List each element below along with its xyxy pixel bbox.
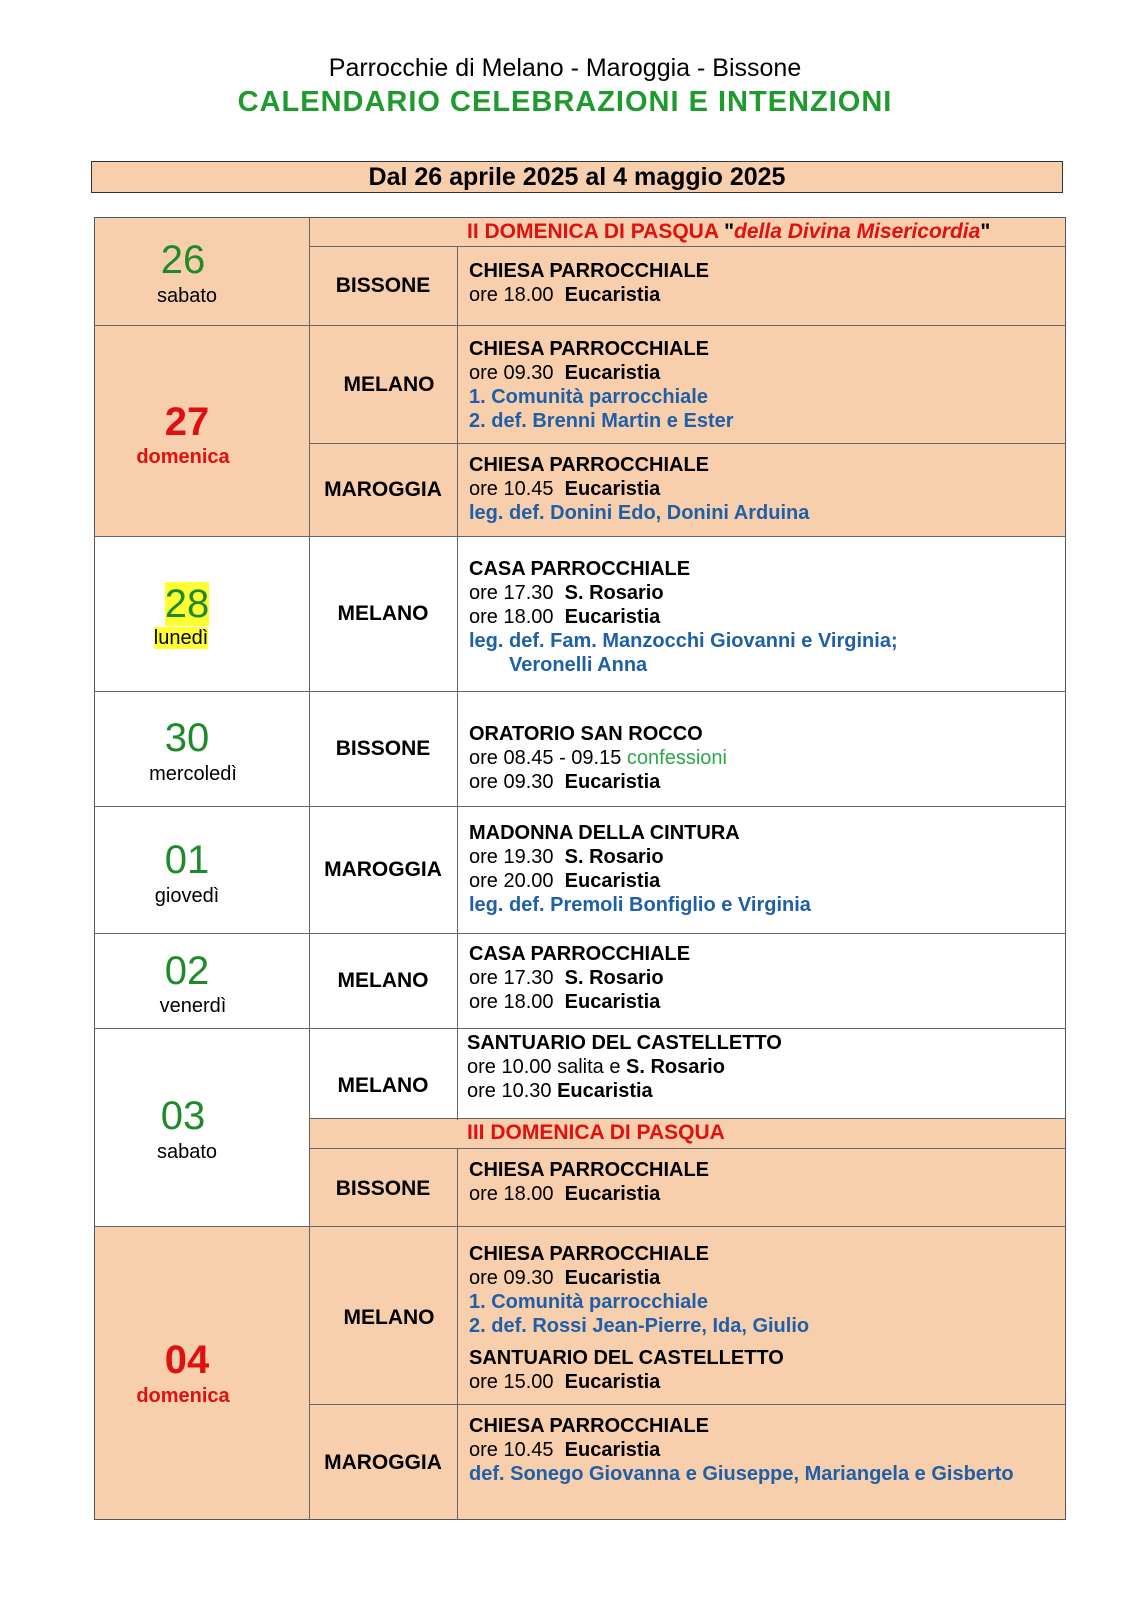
feast-banner-1: [309, 218, 1065, 246]
place-label: MAROGGIA: [324, 478, 442, 501]
entry-event: S. Rosario: [626, 1056, 725, 1078]
day-number: 01: [164, 838, 210, 882]
entry-line: [469, 770, 727, 794]
entry-time: ore 15.00: [469, 1371, 554, 1393]
entry-line: [469, 869, 811, 893]
day-number: 30: [164, 716, 210, 760]
place-label: MELANO: [337, 602, 429, 625]
entry-time: ore 18.00: [469, 284, 554, 306]
entry-line: [469, 966, 690, 990]
header-title: CALENDARIO CELEBRAZIONI E INTENZIONI: [237, 86, 893, 118]
day-name: domenica: [136, 446, 230, 468]
entry-intention: 2. def. Rossi Jean-Pierre, Ida, Giulio: [469, 1315, 810, 1337]
entry-event: Eucaristia: [564, 362, 661, 384]
entry-title: CASA PARROCCHIALE: [469, 558, 691, 580]
entry-line: [467, 1079, 782, 1103]
entry-title: SANTUARIO DEL CASTELLETTO: [469, 1347, 784, 1369]
entry-time: ore 09.30: [469, 362, 554, 384]
entry-time: ore 20.00: [469, 870, 554, 892]
day-number: 02: [164, 949, 210, 993]
entry-line: [469, 990, 690, 1014]
entry-e7: [469, 942, 690, 1014]
entry-title: MADONNA DELLA CINTURA: [469, 822, 740, 844]
entry-title: CHIESA PARROCCHIALE: [469, 1159, 710, 1181]
entry-event: Eucaristia: [564, 606, 661, 628]
entry-line: [469, 605, 898, 629]
feast-1-prefix: II DOMENICA DI PASQUA: [467, 220, 725, 243]
entry-event: Eucaristia: [564, 771, 661, 793]
entry-event: Eucaristia: [564, 284, 661, 306]
feast-1-italic: della Divina Misericordia: [734, 220, 981, 243]
entry-title: CHIESA PARROCCHIALE: [469, 1243, 710, 1265]
place-label: MELANO: [343, 1306, 435, 1329]
place-label: BISSONE: [335, 737, 431, 760]
grid-row: [94, 806, 1066, 807]
entry-title: SANTUARIO DEL CASTELLETTO: [467, 1032, 782, 1054]
grid-row: [309, 443, 1066, 444]
entry-event: S. Rosario: [564, 846, 664, 868]
grid-row: [94, 325, 1066, 326]
entry-time: ore 17.30: [469, 582, 554, 604]
grid-row: [309, 1148, 1066, 1149]
grid-row: [94, 1028, 1066, 1029]
entry-e11: [469, 1414, 1014, 1486]
day-number: [82, 582, 292, 626]
entry-line: [469, 746, 727, 770]
feast-banner-2: III DOMENICA DI PASQUA: [467, 1121, 725, 1144]
entry-line: [469, 1182, 709, 1206]
date-range: Dal 26 aprile 2025 al 4 maggio 2025: [91, 161, 1063, 193]
entry-title: CHIESA PARROCCHIALE: [469, 338, 710, 360]
day-number: 03: [160, 1094, 206, 1138]
entry-title: CASA PARROCCHIALE: [469, 943, 691, 965]
grid-row: [94, 933, 1066, 934]
day-number: 26: [160, 238, 206, 282]
feast-1-quote: ": [980, 220, 991, 243]
entry-event: Eucaristia: [564, 1183, 661, 1205]
entry-time: ore 10.45: [469, 1439, 554, 1461]
feast-1-quote: ": [724, 220, 735, 243]
entry-e5: [469, 722, 727, 794]
day-name: mercoledì: [149, 763, 237, 785]
entry-event: confessioni: [626, 747, 727, 769]
entry-intention: 2. def. Brenni Martin e Ester: [469, 410, 734, 432]
entry-e4: [469, 557, 898, 677]
entry-title: CHIESA PARROCCHIALE: [469, 454, 710, 476]
day-name: sabato: [156, 285, 218, 307]
place-label: BISSONE: [335, 1177, 431, 1200]
day-name: sabato: [156, 1141, 218, 1163]
entry-e2: [469, 337, 734, 433]
grid-row: [94, 691, 1066, 692]
day-number: 04: [164, 1338, 210, 1382]
entry-intention: 1. Comunità parrocchiale: [469, 1291, 708, 1313]
entry-line: [467, 1055, 782, 1079]
entry-line: [469, 845, 811, 869]
entry-time: ore 19.30: [469, 846, 554, 868]
place-label: MELANO: [343, 373, 435, 396]
place-label: MELANO: [337, 969, 429, 992]
grid-row: [309, 246, 1066, 247]
entry-event: Eucaristia: [564, 478, 661, 500]
entry-title: CHIESA PARROCCHIALE: [469, 260, 710, 282]
entry-intention: def. Sonego Giovanna e Giuseppe, Mariangela e Gisberto: [469, 1463, 1014, 1485]
entry-time: ore 09.30: [469, 1267, 554, 1289]
day-name: giovedì: [154, 885, 220, 907]
entry-line: [469, 1370, 809, 1394]
day-number-highlight: 28: [164, 582, 210, 626]
entry-line: [469, 283, 709, 307]
entry-time: ore 18.00: [469, 991, 554, 1013]
entry-line: [469, 361, 734, 385]
entry-intention: leg. def. Fam. Manzocchi Giovanni e Virginia;: [469, 630, 898, 652]
entry-line: [469, 477, 809, 501]
grid-row: [94, 536, 1066, 537]
entry-time: ore 10.30: [467, 1080, 552, 1102]
entry-intention: leg. def. Donini Edo, Donini Arduina: [469, 502, 810, 524]
entry-intention: Veronelli Anna: [509, 654, 648, 676]
grid-col-2b: [457, 1148, 458, 1520]
place-label: BISSONE: [335, 274, 431, 297]
day-name: domenica: [136, 1385, 230, 1407]
entry-event: Eucaristia: [557, 1080, 653, 1102]
entry-event: Eucaristia: [564, 991, 661, 1013]
entry-intention: leg. def. Premoli Bonfiglio e Virginia: [469, 894, 811, 916]
day-name: venerdì: [159, 995, 227, 1017]
place-label: MAROGGIA: [324, 858, 442, 881]
entry-intention: 1. Comunità parrocchiale: [469, 386, 708, 408]
header-parishes: Parrocchie di Melano - Maroggia - Bissone: [328, 54, 802, 82]
day-name-highlight: lunedì: [153, 627, 209, 649]
entry-line: [469, 581, 898, 605]
entry-event: Eucaristia: [564, 1267, 661, 1289]
day-name: [76, 626, 286, 650]
entry-line: [469, 1438, 1014, 1462]
entry-e3: [469, 453, 809, 525]
entry-time: ore 08.45 - 09.15: [469, 747, 622, 769]
entry-e10: [469, 1242, 809, 1394]
grid-row: [309, 1404, 1066, 1405]
entry-time: ore 18.00: [469, 1183, 554, 1205]
entry-event: Eucaristia: [564, 1439, 661, 1461]
entry-e1: [469, 259, 709, 307]
entry-event: Eucaristia: [564, 1371, 661, 1393]
entry-event: S. Rosario: [564, 582, 664, 604]
entry-e6: [469, 821, 811, 917]
entry-time: ore 18.00: [469, 606, 554, 628]
entry-e8: [467, 1031, 782, 1103]
day-number: 27: [164, 400, 210, 444]
place-label: MELANO: [337, 1074, 429, 1097]
entry-e9: [469, 1158, 709, 1206]
entry-line: [469, 1266, 809, 1290]
entry-time: ore 17.30: [469, 967, 554, 989]
entry-event: Eucaristia: [564, 870, 661, 892]
entry-title: CHIESA PARROCCHIALE: [469, 1415, 710, 1437]
entry-time: ore 09.30: [469, 771, 554, 793]
entry-title: ORATORIO SAN ROCCO: [469, 723, 703, 745]
entry-time: ore 10.45: [469, 478, 554, 500]
place-label: MAROGGIA: [324, 1451, 442, 1474]
grid-row: [94, 1226, 1066, 1227]
entry-event: S. Rosario: [564, 967, 664, 989]
entry-time: ore 10.00 salita e: [467, 1056, 621, 1078]
